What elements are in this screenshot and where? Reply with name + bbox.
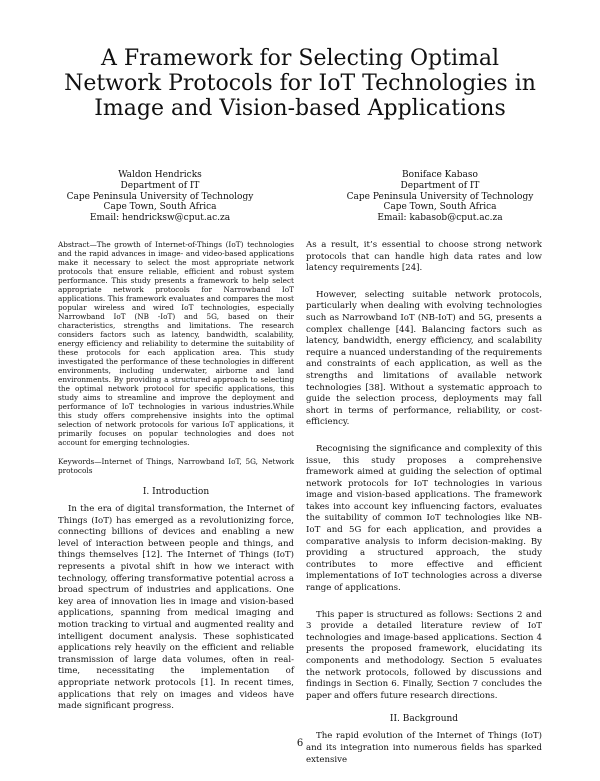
author-university: Cape Peninsula University of Technology — [66, 191, 254, 202]
page-number: 6 — [296, 738, 304, 749]
author-department: Department of IT — [120, 180, 200, 191]
author-name: Boniface Kabaso — [402, 170, 478, 180]
author-block-1 — [20, 170, 300, 224]
section-heading-background: II. Background — [389, 714, 459, 725]
section-heading-introduction: I. Introduction — [142, 487, 210, 497]
author-department: Department of IT — [400, 180, 480, 191]
author-block-2 — [300, 170, 580, 224]
author-location: Cape Town, South Africa — [103, 202, 217, 213]
background-paragraph: The rapid evolution of the Internet of Things (IoT) and its integration into numerous fields has sparked extensive — [306, 731, 542, 765]
author-location: Cape Town, South Africa — [383, 202, 497, 213]
keywords: Keywords—Internet of Things, Narrowband IoT, 5G, Network protocols — [58, 457, 294, 475]
paper-title: A Framework for Selecting Optimal Network Protocols for IoT Technologies in Image and Vision-based Applications — [64, 46, 536, 121]
author-email: Email: kabasob@cput.ac.za — [377, 213, 503, 224]
author-email: Email: hendricksw@cput.ac.za — [89, 213, 231, 224]
body-paragraph: This paper is structured as follows: Sections 2 and 3 provide a detailed literature review of IoT technologies and image-based applications. Section 4 presents the proposed framework, elucidating its components and methodology. Section 5 evaluates the network protocols, followed by discussions and findings in Section 6. Finally, Section 7 concludes the paper and offers future research directions. — [306, 609, 542, 701]
introduction-paragraph: In the era of digital transformation, the Internet of Things (IoT) has emerged as a revolutionizing force, connecting billions of devices and enabling a new level of interaction between people and things, and things themselves [12]. The Internet of Things (IoT) represents a pivotal shift in how we interact with technology, offering transformative potential across a broad spectrum of industries and applications. One key area of innovation lies in image and vision-based applications, spanning from medical imaging and motion tracking to virtual and augmented reality and intelligent document analysis. These sophisticated applications rely heavily on the efficient and reliable transmission of large data volumes, often in real-time, necessitating the implementation of appropriate network protocols [1]. In recent times, applications that rely on images and videos have made significant progress. — [58, 504, 294, 712]
body-paragraph: However, selecting suitable network protocols, particularly when dealing with evolving technologies such as Narrowband IoT (NB-IoT) and 5G, presents a complex challenge [44]. Balancing factors such as latency, bandwidth, energy efficiency, and scalability require a nuanced understanding of the requirements and constraints of each application, as well as the strengths and limitations of available network technologies [38]. Without a systematic approach to guide the selection process, deployments may fall short in terms of performance, reliability, or cost-efficiency. — [306, 289, 542, 428]
body-paragraph: As a result, it’s essential to choose strong network protocols that can handle high data rates and low latency requirements [24]. — [306, 240, 542, 274]
body-paragraph: Recognising the significance and complexity of this issue, this study proposes a comprehensive framework aimed at guiding the selection of optimal network protocols for IoT technologies in various image and vision-based applications. The framework takes into account key influencing factors, evaluates the suitability of common IoT technologies like NB-IoT and 5G for each application, and provides a comparative analysis to inform decision-making. By providing a structured approach, the study contributes to more effective and efficient implementations of IoT technologies across a diverse range of applications. — [306, 443, 542, 594]
abstract: Abstract—The growth of Internet-of-Things (IoT) technologies and the rapid advances in image- and video-based applications make it necessary to select the most appropriate network protocols that ensure reliable, efficient and robust system performance. This study presents a framework to help select appropriate network protocols for Narrowband IoT applications. This framework evaluates and compares the most popular wireless and wired IoT technologies, especially Narrowband IoT (NB -IoT) and 5G, based on their characteristics, strengths and limitations. The research considers factors such as latency, bandwidth, scalability, energy efficiency and reliability to determine the suitability of these protocols for each application area. This study investigated the performance of these technologies in different environments, including underwater, airborne and land environments. By providing a structured approach to selecting the optimal network protocol for specific applications, this study aims to streamline and improve the deployment and performance of IoT technologies in various industries.While this study offers comprehensive insights into the optimal selection of network protocols for various IoT applications, it primarily focuses on popular technologies and does not account for emerging technologies. — [58, 240, 294, 447]
left-column — [58, 240, 294, 713]
right-column — [306, 240, 542, 781]
author-name: Waldon Hendricks — [118, 170, 202, 180]
author-university: Cape Peninsula University of Technology — [346, 191, 534, 202]
